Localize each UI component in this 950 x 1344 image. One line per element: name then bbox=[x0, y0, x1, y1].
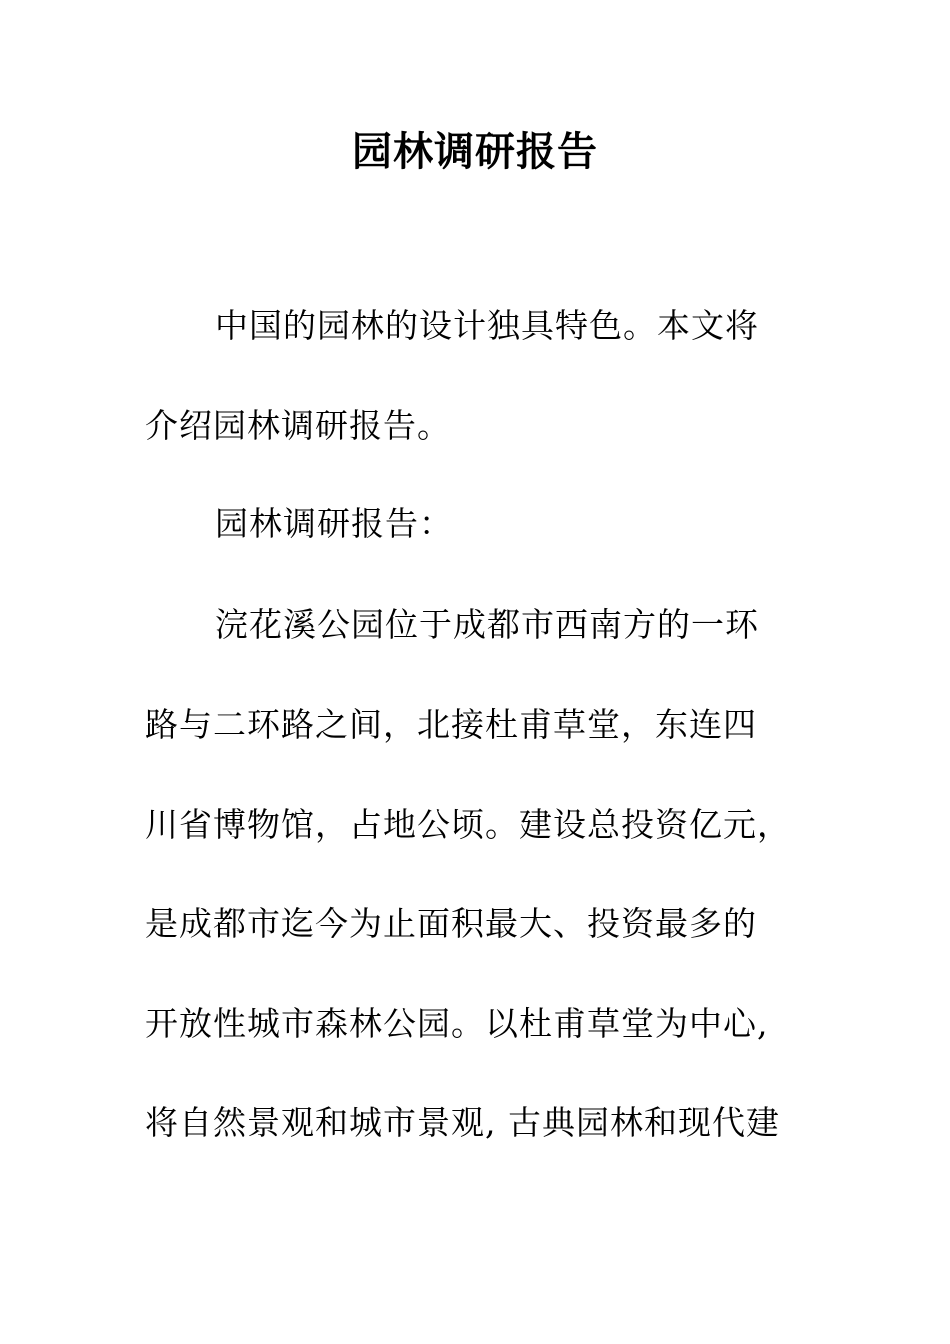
paragraph-line: 中国的园林的设计独具特色。本文将 bbox=[215, 306, 759, 345]
paragraph-line: 路与二环路之间，北接杜甫草堂，东连四 bbox=[145, 705, 757, 744]
paragraph-line: 开放性城市森林公园。以杜甫草堂为中心, bbox=[145, 1004, 769, 1043]
paragraph-line: 介绍园林调研报告。 bbox=[145, 406, 451, 445]
paragraph-line: 是成都市迄今为止面积最大、投资最多的 bbox=[145, 904, 757, 943]
document-title: 园林调研报告 bbox=[352, 128, 598, 175]
paragraph-line: 川省博物馆，占地公顷。建设总投资亿元， bbox=[145, 805, 791, 844]
paragraph-line: 浣花溪公园位于成都市西南方的一环 bbox=[215, 605, 759, 644]
paragraph-heading: 园林调研报告： bbox=[215, 504, 453, 543]
paragraph-line: 将自然景观和城市景观, 古典园林和现代建 bbox=[145, 1103, 780, 1142]
